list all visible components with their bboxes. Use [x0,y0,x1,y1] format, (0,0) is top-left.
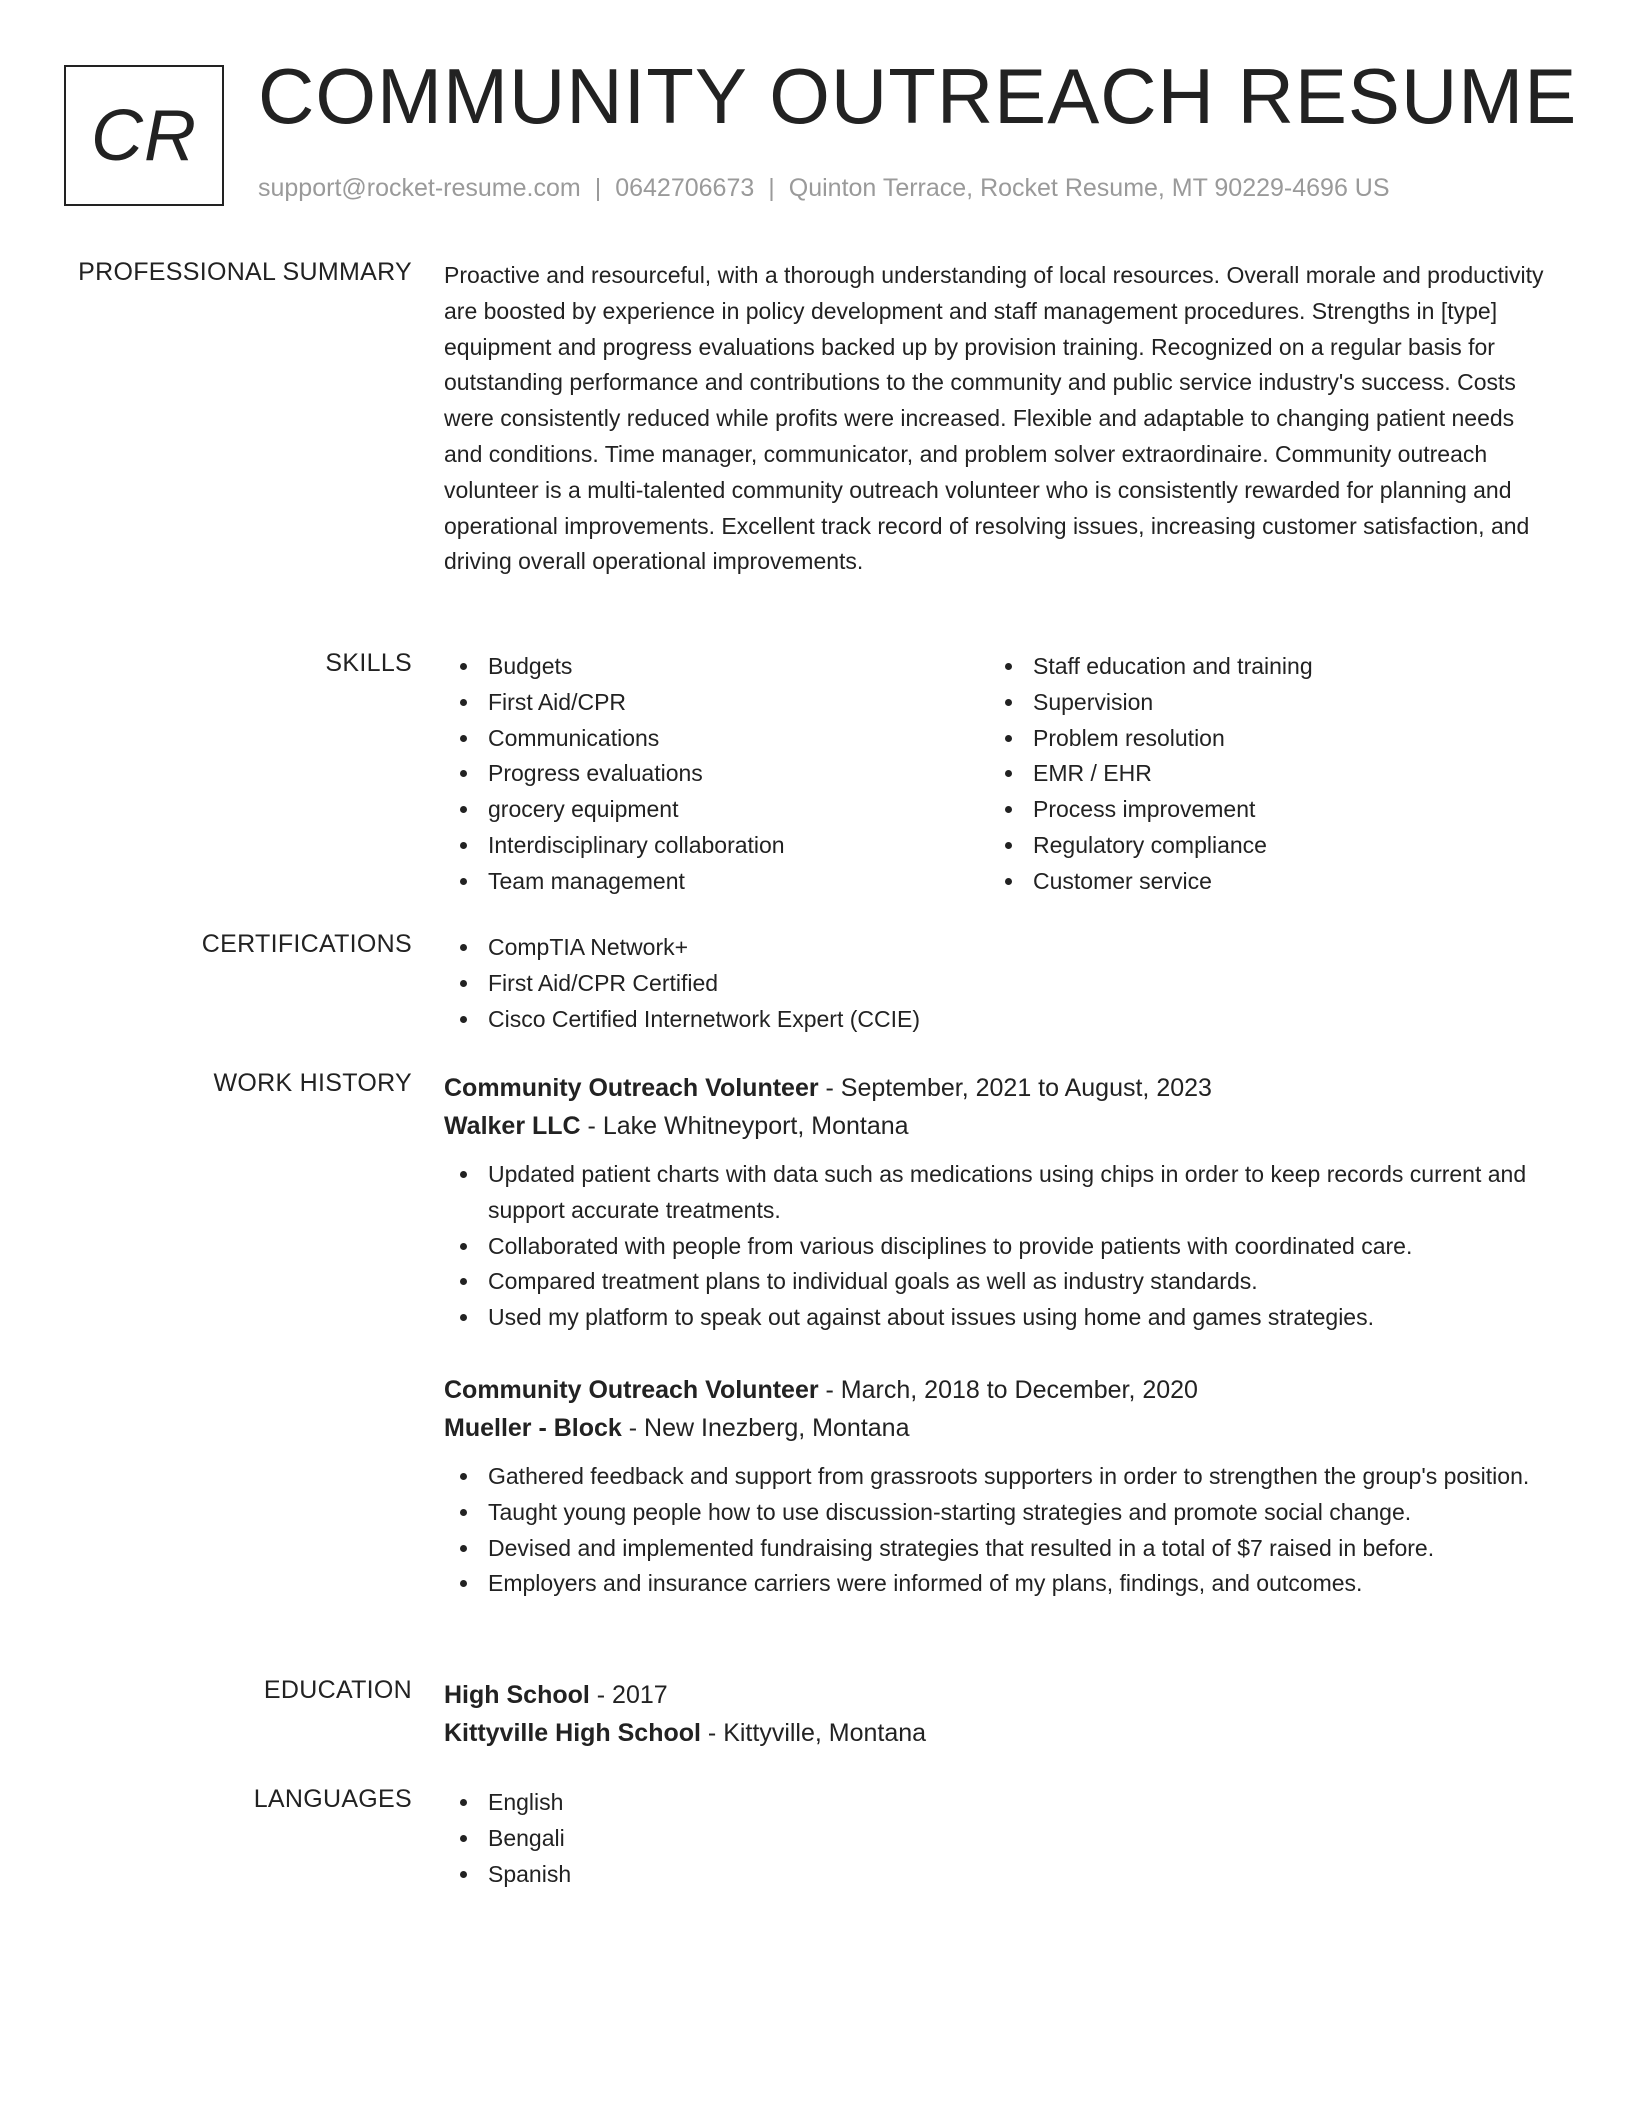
job-bullet: Used my platform to speak out against about issues using home and games strategies. [444,1300,1554,1336]
job-bullet: Collaborated with people from various disciplines to provide patients with coordinated care. [444,1229,1554,1265]
skill-item: First Aid/CPR [444,685,989,721]
monogram-badge [64,65,224,206]
language-item: English [444,1785,1554,1821]
certification-item: CompTIA Network+ [444,930,1554,966]
company-location: - Lake Whitneyport, Montana [580,1112,909,1140]
job-bullets [444,1157,1554,1336]
certification-item: Cisco Certified Internetwork Expert (CCIE) [444,1002,1554,1038]
job-dates: - September, 2021 to August, 2023 [818,1074,1212,1102]
skill-item: grocery equipment [444,792,989,828]
education-entry [444,1676,1554,1752]
job-entry [444,1069,1554,1336]
job-bullet: Updated patient charts with data such as medications using chips in order to keep records current and support accurate treatments. [444,1157,1554,1229]
contact-separator: | [594,174,602,202]
company-location: - New Inezberg, Montana [621,1414,910,1442]
contact-email[interactable]: support@rocket-resume.com [258,174,581,202]
section-label: EDUCATION [263,1676,412,1704]
language-item: Spanish [444,1857,1554,1893]
degree-line [444,1676,1554,1714]
graduation-year: - 2017 [589,1681,668,1709]
skill-item: Communications [444,721,989,757]
skill-item: Staff education and training [989,649,1534,685]
contact-phone[interactable]: 0642706673 [615,174,755,202]
job-bullets [444,1459,1554,1602]
language-item: Bengali [444,1821,1554,1857]
languages-list [444,1785,1554,1892]
summary-text: Proactive and resourceful, with a thorough understanding of local resources. Overall morale and productivity are boosted by experience in policy development and staff management procedures. Strengths in [type] equipment and progress evaluations backed up by provision training. Recognized on a regular basis for outstanding performance and contributions to the community and public service industry's success. Costs were consistently reduced while profits were increased. Flexible and adaptable to changing patient needs and conditions. Time manager, communicator, and problem solver extraordinaire. Community outreach volunteer is a multi-talented community outreach volunteer who is consistently rewarded for planning and operational improvements. Excellent track record of resolving issues, increasing customer satisfaction, and driving overall operational improvements. [444,262,1544,575]
job-bullet: Taught young people how to use discussion-starting strategies and promote social change. [444,1495,1554,1531]
job-bullet: Devised and implemented fundraising strategies that resulted in a total of $7 raised in before. [444,1531,1554,1567]
job-title: Community Outreach Volunteer [444,1074,819,1102]
school-name: Kittyville High School [444,1719,701,1747]
school-location: - Kittyville, Montana [700,1719,927,1747]
section-label: PROFESSIONAL SUMMARY [78,258,412,286]
certifications-list [444,930,1554,1037]
skills-column-2 [989,649,1534,900]
job-title-line [444,1069,1554,1107]
job-bullet: Compared treatment plans to individual goals as well as industry standards. [444,1264,1554,1300]
company-line [444,1409,1554,1447]
skill-item: Team management [444,864,989,900]
skill-item: Customer service [989,864,1534,900]
skill-item: EMR / EHR [989,756,1534,792]
degree: High School [444,1681,590,1709]
section-label: SKILLS [325,649,412,677]
certification-item: First Aid/CPR Certified [444,966,1554,1002]
section-label: WORK HISTORY [213,1069,412,1097]
job-entry [444,1371,1554,1602]
skill-item: Interdisciplinary collaboration [444,828,989,864]
section-label: CERTIFICATIONS [201,930,412,958]
skill-item: Problem resolution [989,721,1534,757]
skills-column-1 [444,649,989,900]
job-dates: - March, 2018 to December, 2020 [818,1376,1198,1404]
job-bullet: Gathered feedback and support from grassroots supporters in order to strengthen the group's position. [444,1459,1554,1495]
job-title: Community Outreach Volunteer [444,1376,819,1404]
skill-item: Budgets [444,649,989,685]
skill-item: Process improvement [989,792,1534,828]
school-line [444,1714,1554,1752]
company-name: Walker LLC [444,1112,581,1140]
job-title-line [444,1371,1554,1409]
job-bullet: Employers and insurance carriers were informed of my plans, findings, and outcomes. [444,1566,1554,1602]
contact-address: Quinton Terrace, Rocket Resume, MT 90229-4696 US [788,174,1390,202]
resume-title: COMMUNITY OUTREACH RESUME [258,52,1578,140]
skill-item: Progress evaluations [444,756,989,792]
contact-separator: | [768,174,775,202]
monogram-text: CR [91,95,197,176]
company-name: Mueller - Block [444,1414,622,1442]
company-line [444,1107,1554,1145]
skill-item: Regulatory compliance [989,828,1534,864]
skills-columns [444,649,1554,900]
section-label: LANGUAGES [253,1785,412,1813]
contact-line [258,174,1390,203]
skill-item: Supervision [989,685,1534,721]
